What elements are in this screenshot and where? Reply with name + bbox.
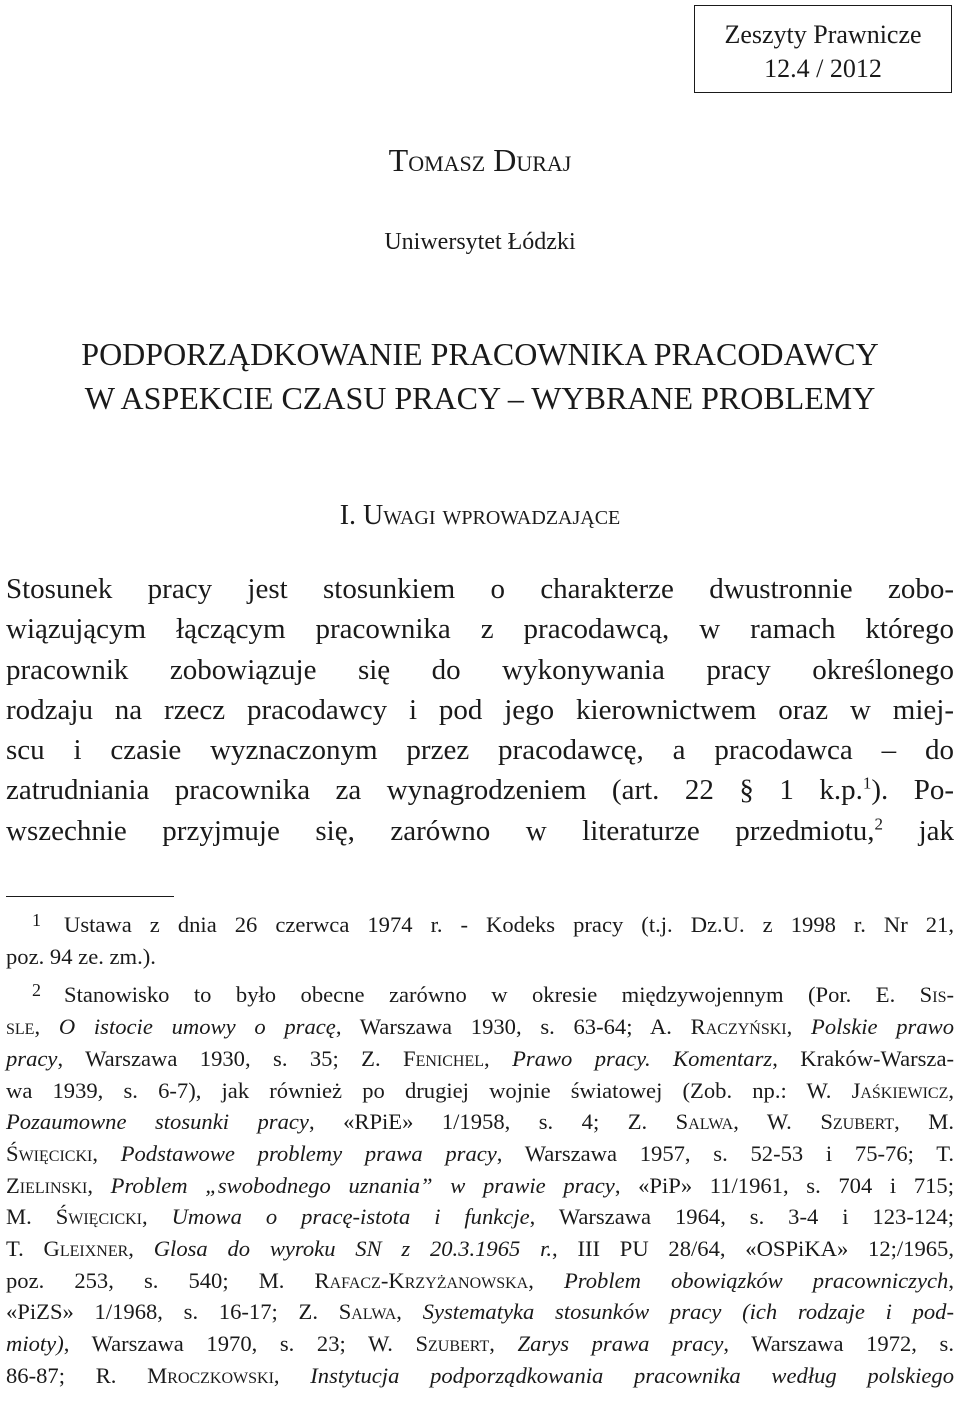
footnote-text: , Warszawa 1972, s. xyxy=(723,1331,954,1357)
cited-author: Szubert xyxy=(415,1331,490,1357)
journal-header-box xyxy=(694,5,952,93)
footnote-text: 86-87; R. xyxy=(6,1362,148,1388)
body-text: jak xyxy=(883,814,954,847)
footnote-text: , III PU 28/64, «OSPiKA» 12;/1965, xyxy=(552,1236,955,1262)
footnote-text: , xyxy=(484,1045,513,1071)
cited-author: Gleixner xyxy=(43,1236,129,1262)
footnote-text: , Warszawa 1957, s. 52-53 i 75-76; T. xyxy=(496,1140,954,1166)
footnote-2-line xyxy=(6,1170,954,1202)
body-paragraph xyxy=(6,569,954,851)
footnote-text: , xyxy=(948,1077,954,1103)
footnote-text: , Warszawa 1964, s. 3-4 i 123-124; xyxy=(529,1204,955,1230)
footnote-2-line xyxy=(6,1233,954,1265)
body-line: rodzaju na rzecz pracodawcy i pod jego kierownictwem oraz w miej- xyxy=(6,693,954,726)
footnote-2-line xyxy=(6,1138,954,1170)
cited-title: Glosa do wyroku SN z 20.3.1965 r. xyxy=(153,1236,553,1262)
footnote-text: , xyxy=(396,1299,423,1325)
cited-author: sle xyxy=(6,1014,35,1040)
footnote-2-line xyxy=(6,1360,954,1392)
cited-author: Zielinski xyxy=(6,1172,88,1198)
cited-title: Prawo pracy. Komentarz xyxy=(512,1045,773,1071)
section-heading: I. Uwagi wprowadzające xyxy=(339,500,621,531)
footnote-text: , xyxy=(948,1267,954,1293)
footnote-text: «PiZS» 1/1968, s. 16-17; Z. xyxy=(6,1299,339,1325)
author-affiliation: Uniwersytet Łódzki xyxy=(384,229,576,255)
cited-author: Rafacz-Krzyżanowska xyxy=(314,1267,529,1293)
cited-author: Mroczkowski xyxy=(147,1362,274,1388)
cited-title: mioty) xyxy=(6,1331,64,1357)
cited-author: Sis- xyxy=(919,982,954,1008)
footnote-2-line xyxy=(6,1011,954,1043)
footnote-text: wa 1939, s. 6-7), jak również po drugiej wojnie światowej (Zob. np.: W. xyxy=(6,1077,852,1103)
footnote-2-line xyxy=(6,1296,954,1328)
cited-author: Święcicki xyxy=(55,1204,143,1230)
body-text: ). Po- xyxy=(871,774,954,807)
footnote-2-line xyxy=(6,1328,954,1360)
footnote-text: , xyxy=(87,1172,111,1198)
footnote-2-line xyxy=(6,1106,954,1138)
cited-title: pracy xyxy=(6,1045,58,1071)
cited-title: Systematyka stosunków pracy (ich rodzaje i pod- xyxy=(422,1299,954,1325)
footnote-2-line xyxy=(6,1075,954,1107)
footnote-text: Stanowisko to było obecne zarówno w okresie międzywojennym (Por. E. xyxy=(64,982,920,1008)
footnote-text: , xyxy=(142,1204,172,1230)
body-line: scu i czasie wyznaczonym przez pracodawcę, a pracodawca – do xyxy=(6,734,954,767)
cited-author: Salwa xyxy=(675,1109,734,1135)
footnote-text: M. xyxy=(6,1204,56,1230)
footnote-text: , xyxy=(273,1362,311,1388)
footnote-ref-1[interactable]: 1 xyxy=(862,773,872,793)
footnote-text: , xyxy=(786,1014,812,1040)
footnote-text: , Warszawa 1930, s. 35; Z. xyxy=(57,1045,404,1071)
footnote-2-line xyxy=(6,1043,954,1075)
journal-name: Zeszyty Prawnicze xyxy=(724,20,922,49)
footnote-divider xyxy=(6,896,174,897)
footnote-text: , xyxy=(34,1014,59,1040)
footnote-text: , xyxy=(92,1140,121,1166)
cited-author: Szubert xyxy=(820,1109,895,1135)
cited-title: Podstawowe problemy prawa pracy xyxy=(120,1140,497,1166)
footnote-text: , W. xyxy=(733,1109,821,1135)
footnote-text: , xyxy=(528,1267,564,1293)
cited-author: Salwa xyxy=(338,1299,397,1325)
journal-issue: 12.4 / 2012 xyxy=(764,54,882,83)
author-name: Tomasz Duraj xyxy=(388,142,572,178)
footnote-number: 1 xyxy=(32,910,41,930)
footnote-text: , Kraków-Warsza- xyxy=(772,1045,954,1071)
body-line: wiązującym łączącym pracownika z pracodawcą, w ramach którego xyxy=(6,613,954,646)
footnote-text: , «RPiE» 1/1958, s. 4; Z. xyxy=(308,1109,676,1135)
cited-author: Jaśkiewicz xyxy=(851,1077,949,1103)
footnote-1-line xyxy=(6,905,954,941)
cited-author: Fenichel xyxy=(403,1045,485,1071)
footnote-text: , xyxy=(489,1331,518,1357)
cited-title: Problem obowiązków pracowniczych xyxy=(563,1267,949,1293)
article-title-line-1: PODPORZĄDKOWANIE PRACOWNIKA PRACODAWCY xyxy=(81,336,879,372)
cited-title: Polskie prawo xyxy=(811,1014,955,1040)
footnote-text: T. xyxy=(6,1236,44,1262)
footnote-1-line: poz. 94 ze. zm.). xyxy=(6,943,156,969)
footnote-text: , xyxy=(128,1236,154,1262)
cited-title: Pozaumowne stosunki pracy xyxy=(6,1109,309,1135)
footnote-number: 2 xyxy=(32,980,41,1001)
footnote-2-line xyxy=(6,1201,954,1233)
body-line: Stosunek pracy jest stosunkiem o charakterze dwustronnie zobo- xyxy=(6,573,954,605)
body-line-with-ref xyxy=(6,770,954,810)
cited-title: O istocie umowy o pracę xyxy=(58,1014,336,1040)
cited-title: Instytucja podporządkowania pracownika według polskiego xyxy=(310,1362,955,1388)
body-text: zatrudniania pracownika za wynagrodzeniem (art. 22 § 1 k.p. xyxy=(6,774,863,807)
article-title xyxy=(0,332,960,420)
body-text: wszechnie przyjmuje się, zarówno w literaturze przedmiotu, xyxy=(6,814,875,847)
footnote-text: poz. 253, s. 540; M. xyxy=(6,1267,315,1293)
cited-title: Problem „swobodnego uznania” w prawie pracy xyxy=(110,1172,615,1198)
footnote-2-line xyxy=(6,1265,954,1297)
footnotes xyxy=(6,905,954,1392)
article-title-line-2: W ASPEKCIE CZASU PRACY – WYBRANE PROBLEMY xyxy=(84,380,876,416)
cited-author: Raczyński xyxy=(690,1014,787,1040)
footnote-text: , «PiP» 11/1961, s. 704 i 715; xyxy=(614,1172,955,1198)
body-line: pracownik zobowiązuje się do wykonywania pracy określonego xyxy=(6,653,954,686)
footnote-text: , Warszawa 1930, s. 63-64; A. xyxy=(335,1014,691,1040)
footnote-ref-2[interactable]: 2 xyxy=(874,814,884,834)
body-line-with-ref xyxy=(6,811,954,851)
footnote-text: Ustawa z dnia 26 czerwca 1974 r. - Kodeks pracy (t.j. Dz.U. z 1998 r. Nr 21, xyxy=(64,912,954,937)
cited-author: Święcicki xyxy=(6,1140,93,1166)
cited-title: Umowa o pracę-istota i funkcje xyxy=(171,1204,530,1230)
footnote-text: , Warszawa 1970, s. 23; W. xyxy=(63,1331,416,1357)
cited-title: Zarys prawa pracy xyxy=(517,1331,724,1357)
footnote-text: , M. xyxy=(894,1109,954,1135)
footnote-2-line xyxy=(6,975,954,1011)
